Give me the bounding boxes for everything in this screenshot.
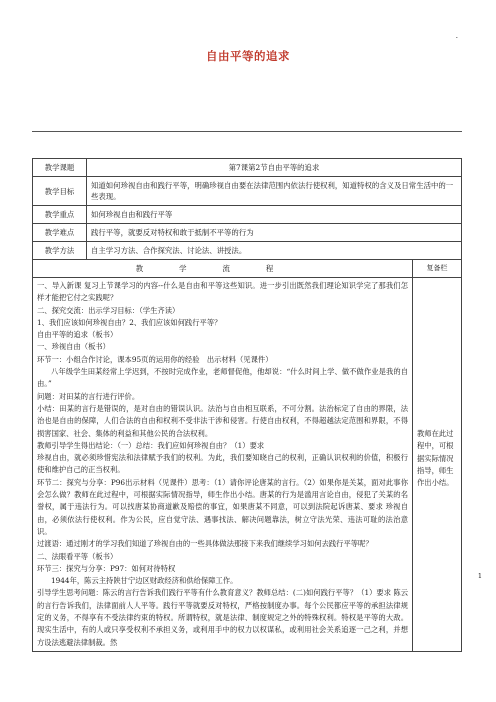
flow-line: 教师引导学生得出结论：（一）总结：我们应如何珍视自由？（1）要求 [37,440,265,450]
table-row [33,177,462,206]
side-note: 教师在此过程中，可根据实际情况指导，师生作出小结。 [413,278,462,652]
row-value: 知道如何珍视自由和践行平等，明确珍视自由要在法律范围内依法行使权利，知道特权的含义及日常生活中的一些表现。 [87,177,462,206]
page-number: 1 [477,572,482,580]
table-row [33,242,462,260]
flow-content [33,278,413,652]
flow-line: 二、探究交流：出示学习目标：（学生齐读） [37,305,180,315]
flow-heading: 教学流程 [33,260,413,278]
table-row [33,159,462,177]
flow-line: 1944年，陈云主持陕甘宁边区财政经济和供给保障工作。 [51,576,238,586]
side-heading: 复备栏 [413,260,462,278]
row-value: 第7课第2节自由平等的追求 [87,159,462,177]
page-title: 自由平等的追求 [206,49,290,63]
flow-line: 八年级学生田某经常上学迟到，不按时完成作业，老师督促他，他却说：“什么时间上学、做不做作业是我的自由。” [37,367,408,389]
flow-line: 环节三：探究与分享：P97：如何对待特权 [37,563,176,573]
flow-heading-row [33,260,462,278]
table-row [33,224,462,242]
flow-line: 1、我们应该如何珍视自由？2、我们应该如何践行平等？ [37,317,222,327]
flow-line: 环节二：探究与分享：P96出示材料（见课件）思考：（1）请你评论唐某的言行。（2）如果你是关某，面对此事你会怎么做？教师在此过程中，可根据实际情况指导，师生作出小结。唐某的行为是滥用言论自由，侵犯了关某的名誉权，属于违法行为。可以找唐某协商道歉及赔偿的事宜，如果唐某不同意，可以到法院起诉唐某、要求 珍视自由，必须依法行使权利。作为公民，应自觉守法、遇事找法、解决问题靠法，树立守法光荣、违法可耻的法治意识。 [37,477,408,536]
flow-line: 问题：对田某的言行进行评价。 [37,391,140,401]
flow-content-row [33,278,462,652]
lesson-plan-table [32,158,462,652]
row-label: 教学方法 [33,242,87,260]
row-label: 教学重点 [33,206,87,224]
row-value: 践行平等，就要反对特权和敢于抵制不平等的行为 [87,224,462,242]
row-label: 教学课题 [33,159,87,177]
flow-line: 过渡语：通过刚才的学习我们知道了珍视自由的一些具体做法那接下来我们继续学习如何去践行平等呢？ [37,539,373,549]
corner-mark: . [455,32,458,40]
flow-line: 一、珍视自由（板书） [37,342,110,352]
row-label: 教学目标 [33,177,87,206]
flow-line: 珍视自由，就必须珍惜宪法和法律赋予我们的权利。为此，我们要知晓自己的权利，正确认识权利的价值，积极行使和维护自己的正当权利。 [37,453,408,475]
flow-line: 自由平等的追求（板书） [37,330,118,340]
flow-line: 一、导入新课 复习上节课学习的内容--什么是自由和平等这些知识。进一步引出既然我们理论知识学完了那我们怎样才能把它付之实践呢？ [37,281,408,303]
row-value: 自主学习方法、合作探究法、讨论法、讲授法。 [87,242,462,260]
flow-line: 引导学生思考问题：陈云的言行告诉我们践行平等有什么教育意义？教师总结：(二)如何践行平等？（1）要求 陈云的言行告诉我们，法律面前人人平等。践行平等就要反对特权，严格按制度办事。每个公民都应平等的承担法律规定的义务，不得享有不受法律约束的特权。所谓特权，就是法律、制度规定之外的特殊权利。特权是平等的大敌。现实生活中，有的人或只享受权利不承担义务，或利用手中的权力以权谋私，或利用社会关系追逐一己之利，并想方设法逃避法律制裁。然 [37,588,408,647]
flow-line: 环节一：小组合作讨论，课本95页的运用你的经验 出示材料（见课件） [37,354,273,364]
table-row [33,206,462,224]
row-label: 教学难点 [33,224,87,242]
flow-line: 小结：田某的言行是错误的，是对自由的错误认识。法治与自由相互联系，不可分割。法治标定了自由的界限，法治也是自由的保障，人们合法的自由和权利不受非法干涉和侵害。行使自由权利，不得超越法定范围和界限，不得损害国家、社会、集体的利益和其他公民的合法权利。 [37,403,408,438]
row-value: 如何珍视自由和践行平等 [87,206,462,224]
flow-line: 二、法眼看平等（板书） [37,551,118,561]
